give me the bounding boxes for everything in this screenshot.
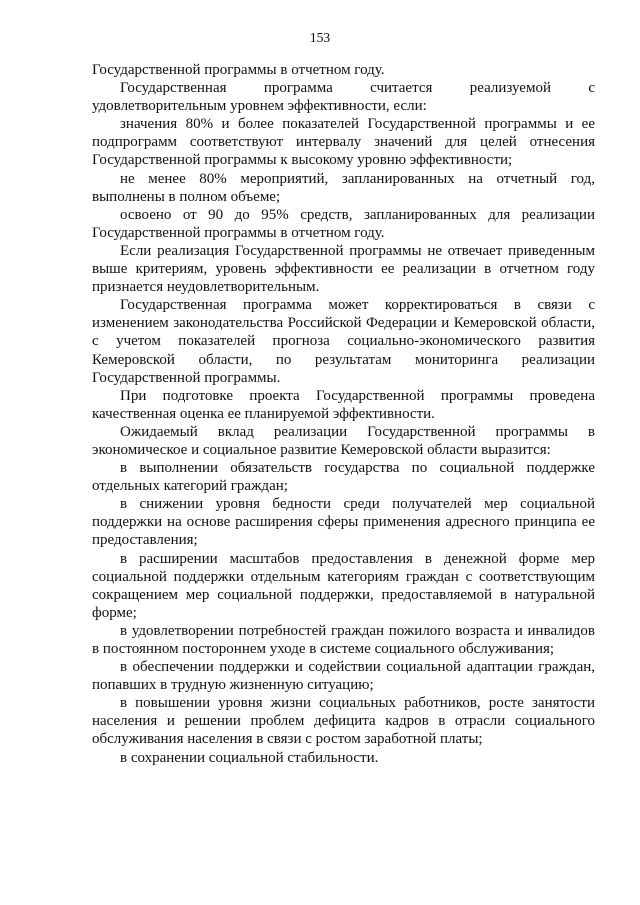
list-item: в сохранении социальной стабильности.	[120, 749, 379, 766]
document-body	[92, 61, 595, 767]
paragraph: Государственная программа считается реализуемой с удовлетворительным уровнем эффективности, если:	[92, 80, 595, 115]
paragraph: значения 80% и более показателей Государственной программы и ее подпрограмм соответствуют интервалу значений для целей отнесения Государственной программы к высокому уровню эффективности;	[92, 116, 595, 169]
paragraph: При подготовке проекта Государственной программы проведена качественная оценка ее планируемой эффективности.	[92, 387, 595, 422]
paragraph: Государственной программы в отчетном году.	[92, 62, 385, 78]
paragraph: Если реализация Государственной программы не отвечает приведенным выше критериям, уровень эффективности ее реализации в отчетном году признается неудовлетворительным.	[92, 242, 595, 296]
paragraph: не менее 80% мероприятий, запланированных на отчетный год, выполнены в полном объеме;	[92, 170, 595, 205]
list-item: в повышении уровня жизни социальных работников, росте занятости населения и решении проблем дефицита кадров в отрасли социального обслуживания населения в связи с ростом заработной платы;	[92, 695, 595, 748]
paragraph: освоено от 90 до 95% средств, запланированных для реализации Государственной программы в отчетном году.	[92, 206, 595, 241]
paragraph: Ожидаемый вклад реализации Государственной программы в экономическое и социальное развитие Кемеровской области выразится:	[92, 423, 595, 458]
list-item: в снижении уровня бедности среди получателей мер социальной поддержки на основе расширения сферы применения адресного принципа ее предоставления;	[92, 496, 595, 549]
list-item: в расширении масштабов предоставления в денежной форме мер социальной поддержки отдельным категориям граждан с соответствующим сокращением мер социальной поддержки, предоставляемой в натуральной форме;	[92, 550, 595, 621]
page-number: 153	[309, 30, 331, 45]
list-item: в удовлетворении потребностей граждан пожилого возраста и инвалидов в постоянном постороннем уходе в системе социального обслуживания;	[92, 622, 595, 657]
list-item: в выполнении обязательств государства по социальной поддержке отдельных категорий граждан;	[92, 460, 595, 495]
paragraph: Государственная программа может корректироваться в связи с изменением законодательства Российской Федерации и Кемеровской области, с учетом показателей прогноза социально-экономического развития Кемеровской области, по результатам мониторинга реализации Государственной программы.	[92, 297, 595, 386]
list-item: в обеспечении поддержки и содействии социальной адаптации граждан, попавших в трудную жизненную ситуацию;	[92, 659, 595, 694]
